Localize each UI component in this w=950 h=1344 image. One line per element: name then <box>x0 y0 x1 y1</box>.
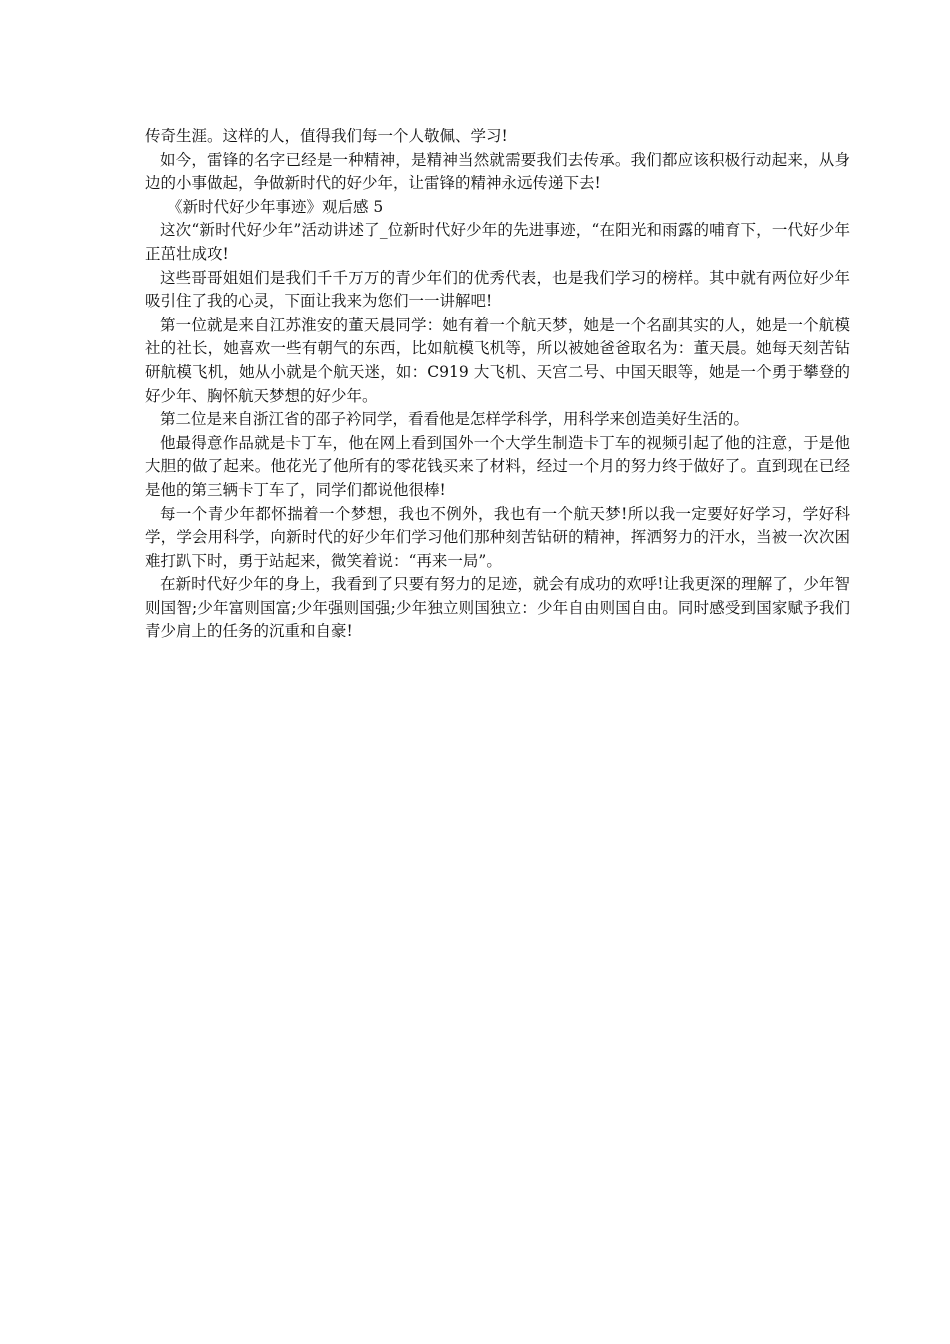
paragraph: 如今，雷锋的名字已经是一种精神，是精神当然就需要我们去传承。我们都应该积极行动起来，从身边的小事做起，争做新时代的好少年，让雷锋的精神永远传递下去! <box>145 150 850 193</box>
paragraph: 他最得意作品就是卡丁车，他在网上看到国外一个大学生制造卡丁车的视频引起了他的注意，于是他大胆的做了起来。他花光了他所有的零花钱买来了材料，经过一个月的努力终于做好了。直到现在已经是他的第三辆卡丁车了，同学们都说他很棒! <box>145 433 850 499</box>
paragraph: 第二位是来自浙江省的邵子衿同学，看看他是怎样学科学，用科学来创造美好生活的。 <box>160 410 750 429</box>
article-body <box>145 125 850 644</box>
paragraph: 在新时代好少年的身上，我看到了只要有努力的足迹，就会有成功的欢呼!让我更深的理解了，少年智则国智;少年富则国富;少年强则国强;少年独立则国独立：少年自由则国自由。同时感受到国家赋予我们青少肩上的任务的沉重和自豪! <box>145 575 850 641</box>
paragraph-continuation: 传奇生涯。这样的人，值得我们每一个人敬佩、学习! <box>145 127 508 145</box>
paragraph: 每一个青少年都怀揣着一个梦想，我也不例外，我也有一个航天梦!所以我一定要好好学习，学好科学，学会用科学，向新时代的好少年们学习他们那种刻苦钻研的精神，挥洒努力的汗水，当被一次次困难打趴下时，勇于站起来，微笑着说：“再来一局”。 <box>145 504 850 570</box>
paragraph: 第一位就是来自江苏淮安的董天晨同学：她有着一个航天梦，她是一个名副其实的人，她是一个航模社的社长，她喜欢一些有朝气的东西，比如航模飞机等，所以被她爸爸取名为：董天晨。她每天刻苦钻研航模飞机，她从小就是个航天迷，如：C919 大飞机、天宫二号、中国天眼等，她是一个勇于攀登的好少年、胸怀航天梦想的好少年。 <box>145 315 850 405</box>
paragraph: 这些哥哥姐姐们是我们千千万万的青少年们的优秀代表，也是我们学习的榜样。其中就有两位好少年吸引住了我的心灵，下面让我来为您们一一讲解吧! <box>145 268 850 311</box>
section-title: 《新时代好少年事迹》观后感 5 <box>167 197 384 216</box>
paragraph: 这次“新时代好少年”活动讲述了_位新时代好少年的先进事迹，“在阳光和雨露的哺育下，一代好少年正茁壮成攻! <box>145 221 850 263</box>
